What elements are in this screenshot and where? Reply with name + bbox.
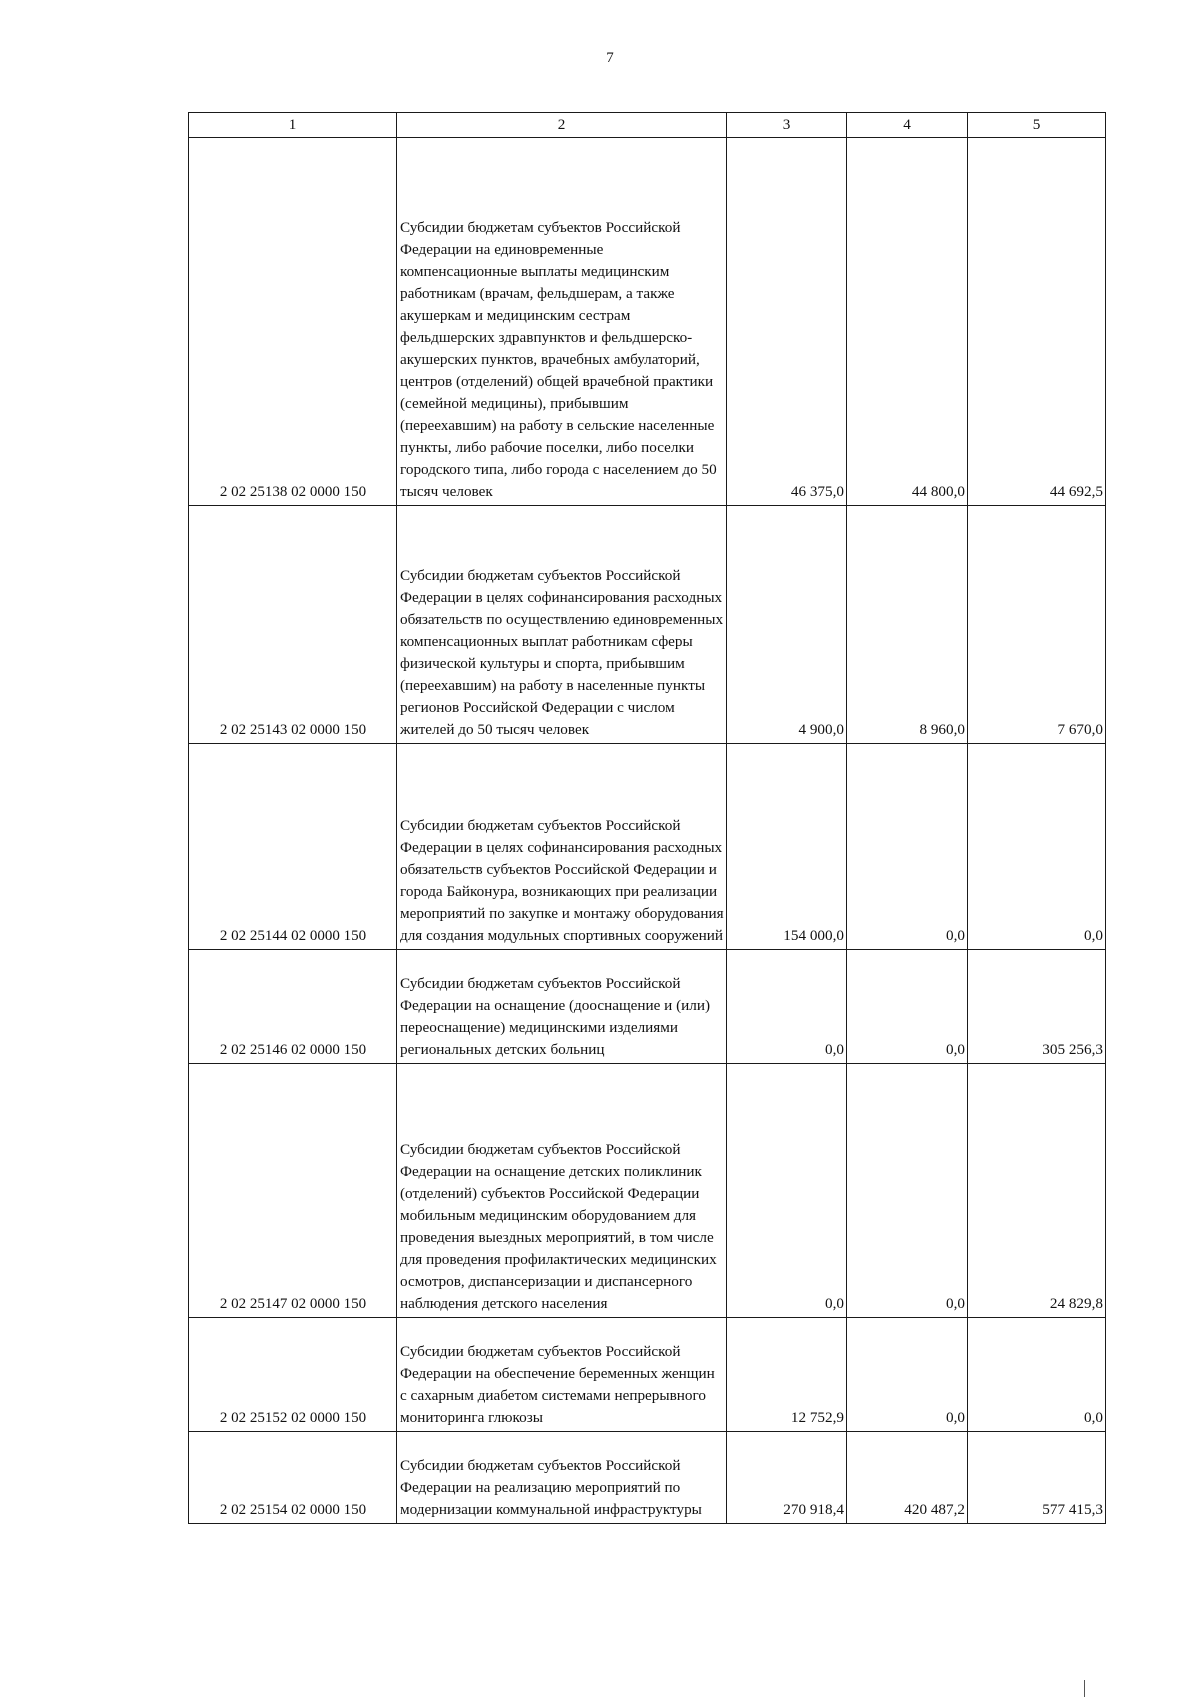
table-row bbox=[189, 1064, 1106, 1318]
budget-code-cell: 2 02 25144 02 0000 150 bbox=[189, 744, 397, 950]
table-row bbox=[189, 506, 1106, 744]
value-col5-cell: 577 415,3 bbox=[968, 1432, 1106, 1524]
value-col4-cell: 44 800,0 bbox=[847, 138, 968, 506]
value-col5-cell: 305 256,3 bbox=[968, 950, 1106, 1064]
value-col4-cell: 0,0 bbox=[847, 1064, 968, 1318]
column-header-2: 2 bbox=[397, 113, 727, 138]
value-col4-cell: 420 487,2 bbox=[847, 1432, 968, 1524]
table-row bbox=[189, 950, 1106, 1064]
value-col5-cell: 24 829,8 bbox=[968, 1064, 1106, 1318]
value-col3-cell: 46 375,0 bbox=[727, 138, 847, 506]
table-row bbox=[189, 138, 1106, 506]
budget-code-cell: 2 02 25147 02 0000 150 bbox=[189, 1064, 397, 1318]
value-col3-cell: 270 918,4 bbox=[727, 1432, 847, 1524]
value-col3-cell: 0,0 bbox=[727, 950, 847, 1064]
value-col3-cell: 12 752,9 bbox=[727, 1318, 847, 1432]
budget-code-cell: 2 02 25138 02 0000 150 bbox=[189, 138, 397, 506]
value-col5-cell: 44 692,5 bbox=[968, 138, 1106, 506]
value-col5-cell: 0,0 bbox=[968, 1318, 1106, 1432]
column-header-4: 4 bbox=[847, 113, 968, 138]
budget-code-cell: 2 02 25154 02 0000 150 bbox=[189, 1432, 397, 1524]
description-cell: Субсидии бюджетам субъектов Российской Федерации на оснащение (дооснащение и (или) переоснащение) медицинскими изделиями региональных детских больниц bbox=[397, 950, 727, 1064]
table-header-row bbox=[189, 113, 1106, 138]
budget-code-cell: 2 02 25143 02 0000 150 bbox=[189, 506, 397, 744]
budget-table bbox=[188, 112, 1106, 1524]
column-header-1: 1 bbox=[189, 113, 397, 138]
scan-edge-mark bbox=[1084, 1680, 1085, 1697]
value-col4-cell: 8 960,0 bbox=[847, 506, 968, 744]
value-col3-cell: 154 000,0 bbox=[727, 744, 847, 950]
value-col4-cell: 0,0 bbox=[847, 744, 968, 950]
budget-code-cell: 2 02 25146 02 0000 150 bbox=[189, 950, 397, 1064]
budget-code-cell: 2 02 25152 02 0000 150 bbox=[189, 1318, 397, 1432]
table-row bbox=[189, 1432, 1106, 1524]
value-col3-cell: 0,0 bbox=[727, 1064, 847, 1318]
table-row bbox=[189, 744, 1106, 950]
description-cell: Субсидии бюджетам субъектов Российской Федерации в целях софинансирования расходных обязательств по осуществлению единовременных компенсационных выплат работникам сферы физической культуры и спорта, прибывшим (переехавшим) на работу в населенные пункты регионов Российской Федерации с числом жителей до 50 тысяч человек bbox=[397, 506, 727, 744]
value-col5-cell: 0,0 bbox=[968, 744, 1106, 950]
value-col4-cell: 0,0 bbox=[847, 950, 968, 1064]
value-col5-cell: 7 670,0 bbox=[968, 506, 1106, 744]
description-cell: Субсидии бюджетам субъектов Российской Федерации на реализацию мероприятий по модернизации коммунальной инфраструктуры bbox=[397, 1432, 727, 1524]
description-cell: Субсидии бюджетам субъектов Российской Федерации на единовременные компенсационные выплаты медицинским работникам (врачам, фельдшерам, а также акушеркам и медицинским сестрам фельдшерских здравпунктов и фельдшерско-акушерских пунктов, врачебных амбулаторий, центров (отделений) общей врачебной практики (семейной медицины), прибывшим (переехавшим) на работу в сельские населенные пункты, либо рабочие поселки, либо поселки городского типа, либо города с населением до 50 тысяч человек bbox=[397, 138, 727, 506]
value-col3-cell: 4 900,0 bbox=[727, 506, 847, 744]
column-header-3: 3 bbox=[727, 113, 847, 138]
description-cell: Субсидии бюджетам субъектов Российской Федерации на обеспечение беременных женщин с сахарным диабетом системами непрерывного мониторинга глюкозы bbox=[397, 1318, 727, 1432]
description-cell: Субсидии бюджетам субъектов Российской Федерации на оснащение детских поликлиник (отделений) субъектов Российской Федерации мобильным медицинским оборудованием для проведения выездных мероприятий, в том числе для проведения профилактических медицинских осмотров, диспансеризации и диспансерного наблюдения детского населения bbox=[397, 1064, 727, 1318]
description-cell: Субсидии бюджетам субъектов Российской Федерации в целях софинансирования расходных обязательств субъектов Российской Федерации и города Байконура, возникающих при реализации мероприятий по закупке и монтажу оборудования для создания модульных спортивных сооружений bbox=[397, 744, 727, 950]
table-row bbox=[189, 1318, 1106, 1432]
value-col4-cell: 0,0 bbox=[847, 1318, 968, 1432]
page-number: 7 bbox=[606, 50, 614, 66]
column-header-5: 5 bbox=[968, 113, 1106, 138]
